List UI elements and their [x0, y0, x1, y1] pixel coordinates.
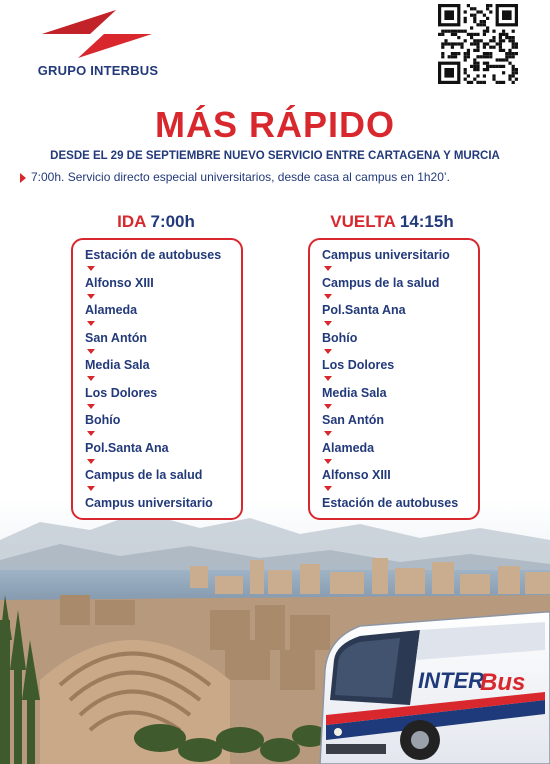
brand-logo [28, 8, 168, 80]
stop-connector [322, 374, 468, 384]
vuelta-label: VUELTA [330, 212, 396, 231]
bus-brand-a: INTER [418, 668, 484, 693]
ida-stops-list [71, 238, 243, 520]
stop-item: Campus universitario [85, 495, 213, 510]
stop-connector [85, 292, 231, 302]
stop-item: Alameda [85, 303, 138, 317]
stop-connector [85, 264, 231, 274]
chevron-down-icon [87, 459, 95, 464]
subheadline: DESDE EL 29 DE SEPTIEMBRE NUEVO SERVICIO ENTRE CARTAGENA Y MURCIA [50, 150, 500, 162]
stop-item: San Antón [85, 330, 148, 345]
stop-item: Campus de la salud [322, 275, 440, 290]
stop-connector [85, 402, 231, 412]
stop-connector [322, 292, 468, 302]
stop-item: Estación de autobuses [85, 248, 222, 262]
stop-item: San Antón [322, 413, 385, 427]
stop-connector [85, 374, 231, 384]
stop-item: Campus universitario [322, 248, 450, 262]
stop-connector [85, 457, 231, 467]
interbus-logo-icon [42, 8, 152, 60]
qr-code-icon[interactable] [438, 4, 518, 84]
chevron-down-icon [87, 486, 95, 491]
stop-item: Campus de la salud [85, 468, 203, 482]
stop-connector [322, 264, 468, 274]
service-note [20, 170, 545, 184]
stop-connector [322, 429, 468, 439]
stop-connector [85, 347, 231, 357]
arrow-right-icon [20, 173, 26, 183]
chevron-down-icon [324, 486, 332, 491]
bus-brand-b: Bus [480, 669, 526, 696]
chevron-down-icon [87, 266, 95, 271]
chevron-down-icon [324, 266, 332, 271]
ida-label: IDA [117, 212, 146, 231]
stop-connector [322, 319, 468, 329]
city-bus-scene [0, 500, 550, 764]
brand-name: GRUPO INTERBUS [37, 63, 159, 78]
chevron-down-icon [87, 294, 95, 299]
chevron-down-icon [324, 321, 332, 326]
chevron-down-icon [324, 459, 332, 464]
stop-connector [322, 402, 468, 412]
stop-item: Estación de autobuses [322, 495, 459, 510]
stop-item: Bohío [85, 413, 121, 427]
stop-item: Los Dolores [85, 385, 158, 400]
stop-item: Media Sala [85, 358, 150, 372]
chevron-down-icon [87, 376, 95, 381]
stop-item: Alfonso XIII [85, 275, 154, 290]
stop-connector [322, 484, 468, 494]
stop-item: Bohío [322, 330, 358, 345]
chevron-down-icon [324, 431, 332, 436]
stop-connector [85, 319, 231, 329]
stop-connector [322, 347, 468, 357]
chevron-down-icon [87, 349, 95, 354]
chevron-down-icon [324, 349, 332, 354]
ida-time: 7:00h [150, 212, 195, 231]
chevron-down-icon [324, 294, 332, 299]
service-note-text: 7:00h. Servicio directo especial universitarios, desde casa al campus en 1h20’. [31, 170, 450, 184]
stop-item: Pol.Santa Ana [322, 303, 406, 317]
vuelta-title [304, 212, 480, 232]
headline: MÁS RÁPIDO [154, 104, 395, 145]
vuelta-time: 14:15h [399, 212, 454, 231]
chevron-down-icon [87, 404, 95, 409]
vuelta-stops-list [308, 238, 480, 520]
stop-connector [322, 457, 468, 467]
stop-item: Los Dolores [322, 358, 395, 372]
stop-connector [85, 429, 231, 439]
ida-title [68, 212, 244, 232]
stop-item: Media Sala [322, 385, 387, 400]
chevron-down-icon [324, 404, 332, 409]
chevron-down-icon [87, 431, 95, 436]
stop-connector [85, 484, 231, 494]
chevron-down-icon [87, 321, 95, 326]
stop-item: Alameda [322, 440, 375, 455]
stop-item: Pol.Santa Ana [85, 440, 169, 455]
chevron-down-icon [324, 376, 332, 381]
stop-item: Alfonso XIII [322, 468, 391, 482]
